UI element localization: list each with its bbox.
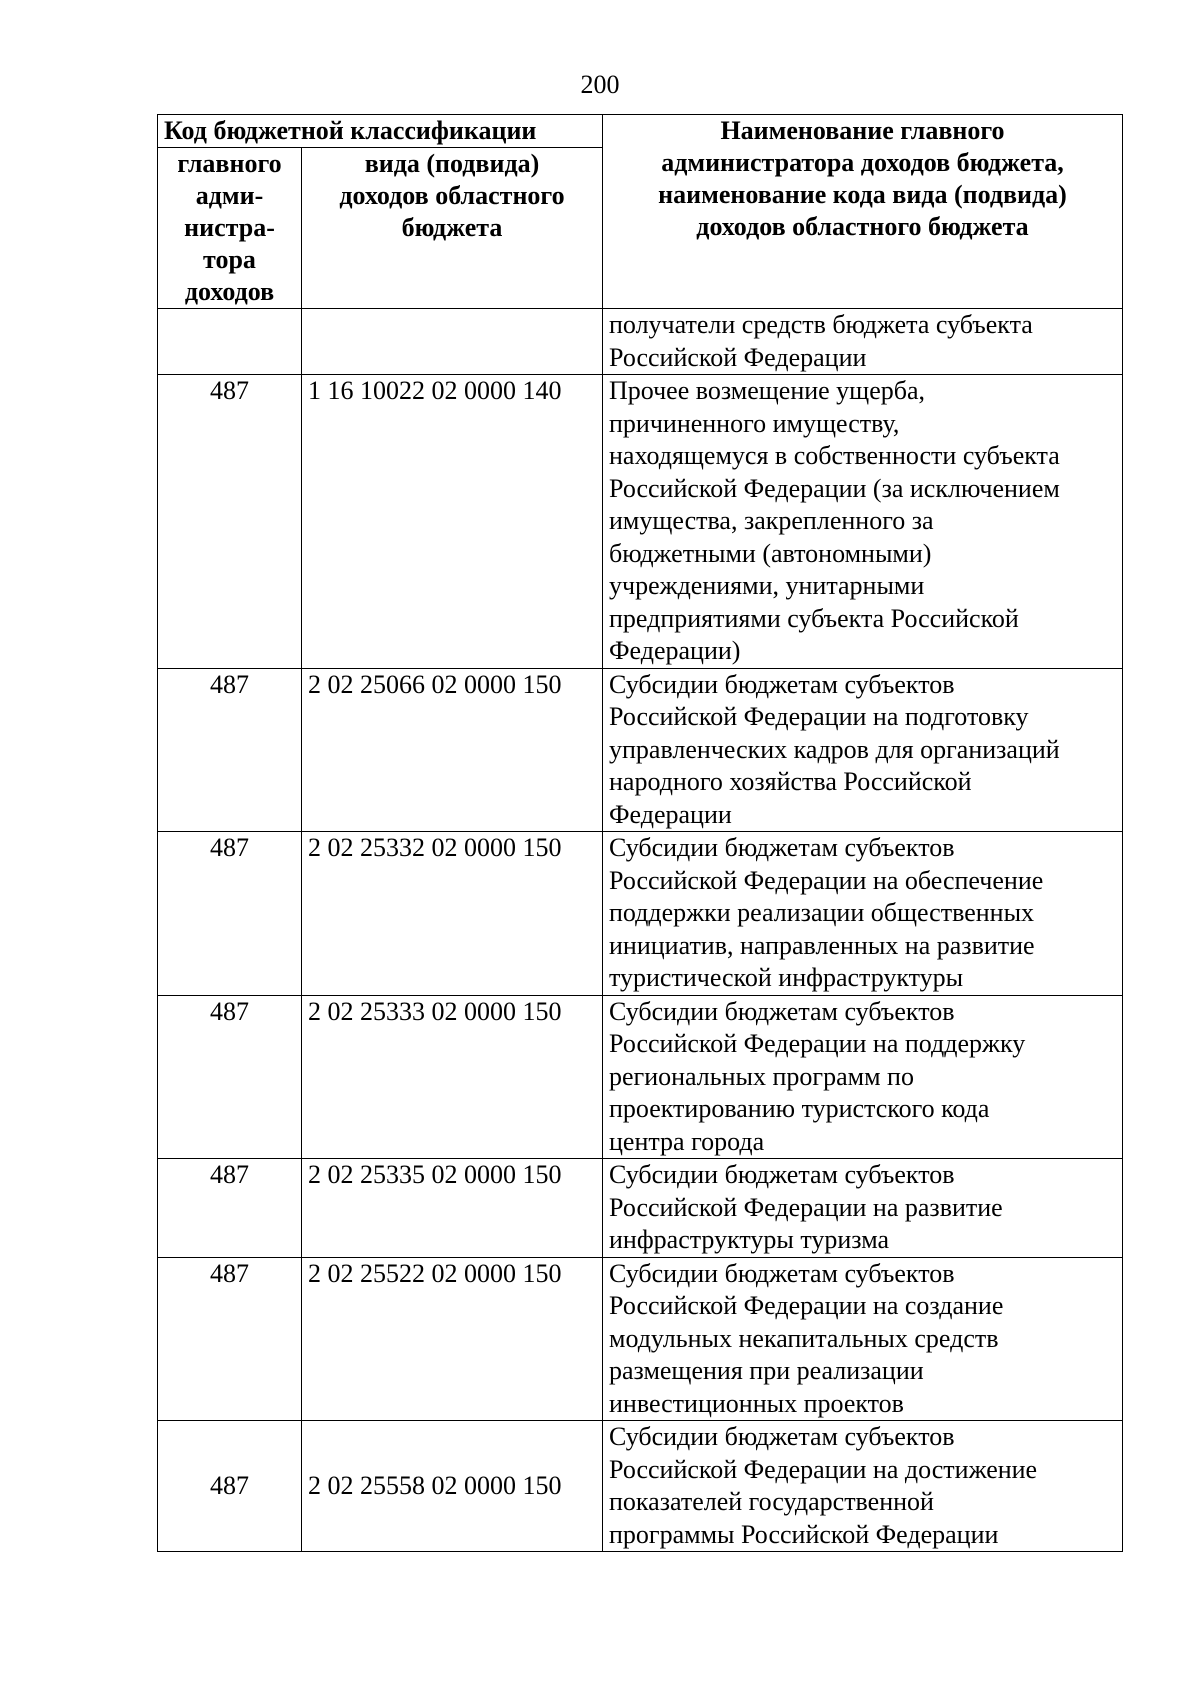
income-name-cell [603, 1159, 1123, 1258]
table-body [158, 309, 1123, 1552]
header-code-column [302, 148, 603, 309]
income-name-line: размещения при реализации [609, 1356, 924, 1385]
header-admin-column-line: главного [177, 149, 282, 178]
income-name-line: управленческих кадров для организаций [609, 734, 1060, 764]
income-name-cell [603, 995, 1123, 1159]
income-name-line: получатели средств бюджета субъекта [609, 310, 1033, 339]
table-row [158, 832, 1123, 996]
header-name-column-line: Наименование главного [720, 116, 1005, 145]
income-name-line: модульных некапитальных средств [609, 1323, 999, 1353]
income-name-line: находящемуся в собственности субъекта [609, 441, 1060, 470]
header-name-column-line: администратора доходов бюджета, [661, 148, 1064, 177]
header-admin-column-line: доходов [184, 277, 275, 306]
header-name-column [603, 115, 1123, 309]
page-number: 200 [580, 70, 620, 99]
admin-code-cell: 487 [158, 1159, 302, 1258]
income-name-line: Прочее возмещение ущерба, [609, 376, 926, 405]
income-name-cell [603, 375, 1123, 669]
income-name-line: Субсидии бюджетам субъектов [609, 1422, 955, 1451]
income-name-line: проектированию туристского кода [609, 1094, 990, 1123]
header-code-column-line: бюджета [401, 213, 503, 242]
header-admin-column-line: тора [203, 245, 256, 274]
table-row [158, 309, 1123, 375]
income-code-cell: 2 02 25558 02 0000 150 [302, 1421, 603, 1552]
header-name-column-line: доходов областного бюджета [696, 212, 1029, 241]
table-row [158, 375, 1123, 669]
header-admin-column-line: адми- [195, 181, 264, 210]
admin-code-cell: 487 [158, 1421, 302, 1552]
income-name-line: инвестиционных проектов [609, 1388, 904, 1418]
income-name-line: Федерации [609, 799, 732, 829]
income-code-cell: 1 16 10022 02 0000 140 [302, 375, 603, 669]
income-name-line: бюджетными (автономными) [609, 538, 932, 568]
header-admin-column [158, 148, 302, 309]
income-name-cell [603, 668, 1123, 832]
income-name-line: региональных программ по [609, 1061, 914, 1091]
income-name-line: Субсидии бюджетам субъектов [609, 669, 955, 699]
income-name-line: причиненного имуществу, [609, 408, 900, 438]
table-row [158, 668, 1123, 832]
header-budget-classification-code: Код бюджетной классификации [158, 115, 603, 148]
income-name-line: имущества, закрепленного за [609, 506, 934, 535]
income-code-cell: 2 02 25335 02 0000 150 [302, 1159, 603, 1258]
income-name-line: Российской Федерации на подготовку [609, 702, 1029, 731]
income-name-line: Российской Федерации на достижение [609, 1454, 1038, 1484]
income-name-line: центра города [609, 1126, 765, 1156]
income-name-line: Российской Федерации на создание [609, 1291, 1004, 1320]
header-name-column-line: наименование кода вида (подвида) [658, 180, 1067, 209]
income-name-line: Субсидии бюджетам субъектов [609, 996, 955, 1026]
income-name-line: Субсидии бюджетам субъектов [609, 1258, 955, 1288]
header-code-column-line: доходов областного [339, 181, 565, 210]
income-name-line: Субсидии бюджетам субъектов [609, 1160, 955, 1189]
admin-code-cell: 487 [158, 1257, 302, 1421]
income-name-line: программы Российской Федерации [609, 1519, 999, 1549]
table-row [158, 1421, 1123, 1552]
income-code-cell: 2 02 25333 02 0000 150 [302, 995, 603, 1159]
income-name-line: Федерации) [609, 636, 741, 665]
income-name-line: инициатив, направленных на развитие [609, 930, 1035, 960]
income-code-cell: 2 02 25066 02 0000 150 [302, 668, 603, 832]
budget-classification-table [157, 114, 1123, 1552]
income-code-cell: 2 02 25522 02 0000 150 [302, 1257, 603, 1421]
admin-code-cell: 487 [158, 375, 302, 669]
income-name-line: предприятиями субъекта Российской [609, 603, 1019, 633]
income-name-line: Российской Федерации на развитие [609, 1192, 1003, 1222]
income-name-line: народного хозяйства Российской [609, 767, 972, 796]
admin-code-cell: 487 [158, 995, 302, 1159]
admin-code-cell: 487 [158, 832, 302, 996]
income-name-cell [603, 1421, 1123, 1552]
header-row-group [158, 115, 1123, 148]
income-name-line: туристической инфраструктуры [609, 963, 964, 992]
table-header [158, 115, 1123, 309]
income-name-line: Субсидии бюджетам субъектов [609, 833, 955, 862]
income-name-cell [603, 1257, 1123, 1421]
header-admin-column-line: нистра- [184, 213, 275, 242]
income-name-line: инфраструктуры туризма [609, 1225, 890, 1254]
admin-code-cell: 487 [158, 668, 302, 832]
income-code-cell [302, 309, 603, 375]
income-name-line: Российской Федерации (за исключением [609, 473, 1060, 503]
table-row [158, 1257, 1123, 1421]
income-name-line: Российской Федерации [609, 342, 867, 372]
income-name-line: поддержки реализации общественных [609, 898, 1035, 927]
admin-code-cell [158, 309, 302, 375]
income-name-line: Российской Федерации на поддержку [609, 1029, 1026, 1058]
income-name-line: показателей государственной [609, 1487, 934, 1516]
income-name-line: учреждениями, унитарными [609, 571, 925, 600]
table-row [158, 1159, 1123, 1258]
header-code-column-line: вида (подвида) [364, 149, 540, 178]
income-name-cell [603, 832, 1123, 996]
table-row [158, 995, 1123, 1159]
income-name-cell [603, 309, 1123, 375]
income-name-line: Российской Федерации на обеспечение [609, 865, 1044, 895]
income-code-cell: 2 02 25332 02 0000 150 [302, 832, 603, 996]
